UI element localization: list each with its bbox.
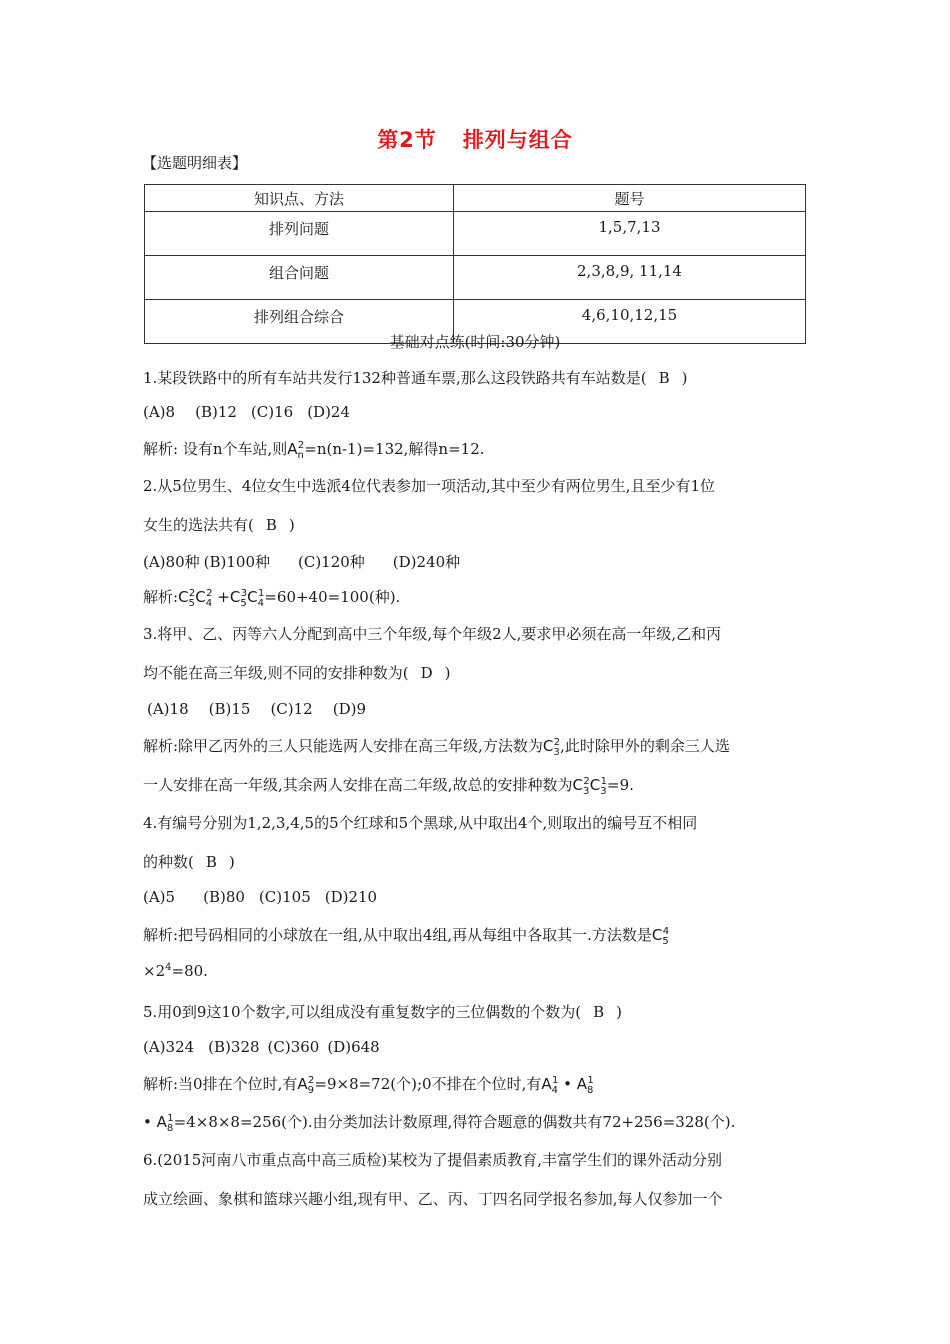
formula: $A_9^2$ [297, 1075, 315, 1096]
option: (C)12 [270, 700, 313, 718]
option: (D)240种 [392, 553, 461, 571]
section-number: 第2节 [377, 128, 437, 152]
option: (C)360 [267, 1038, 320, 1056]
option: (B)328 [208, 1038, 260, 1056]
answer-q5: B [593, 1003, 605, 1021]
question-3-stem-line2: 均不能在高三年级,则不同的安排种数为( D ) [143, 664, 451, 682]
question-3-stem-line1: 3.将甲、乙、丙等六人分配到高中三个年级,每个年级2人,要求甲必须在高一年级,乙和丙 [143, 625, 722, 643]
question-4-options [143, 888, 377, 906]
question-2-solution: 解析$:C_5^2C_4^2 +C_5^3C_4^1=60+40=100$(种). [143, 588, 401, 609]
topic-table [144, 184, 806, 344]
option: (D)9 [332, 700, 367, 718]
formula: $C_3^2$ [542, 737, 561, 758]
answer-q4: B [205, 853, 217, 871]
option: (B)15 [208, 700, 251, 718]
question-3-options [147, 700, 366, 718]
formula: $C_3^2C_3^1$ [572, 776, 608, 797]
table-header-row [145, 185, 806, 212]
table-row [145, 212, 806, 256]
option: (D)648 [327, 1038, 380, 1056]
question-5-stem: 5.用0到9这10个数字,可以组成没有重复数字的三位偶数的个数为( B ) [143, 1003, 622, 1021]
option: (A)5 [143, 888, 176, 906]
option: (A)80种 [143, 553, 200, 571]
topic-cell: 排列问题 [145, 212, 454, 256]
formula: $A_4^1$ • $A_8^1$ [541, 1075, 594, 1096]
question-5-solution-line2: • $A_8^1=4\times 8\times 8=256$(个).由分类加法计数原理,得符合题意的偶数共有72+256=328(个). [143, 1113, 736, 1134]
question-4-solution-line1: 解析:把号码相同的小球放在一组,从中取出4组,再从每组中各取其一.方法数是$C_5^4$ [143, 926, 670, 947]
option: (D)210 [324, 888, 378, 906]
option: (A)8 [143, 403, 176, 421]
formula: $A_n^2$ [287, 440, 305, 461]
answer-q2: B [265, 516, 277, 534]
question-6-stem-line1: 6.(2015河南八市重点高中高三质检)某校为了提倡素质教育,丰富学生们的课外活动分别 [143, 1151, 722, 1169]
question-4-stem-line2: 的种数( B ) [143, 853, 235, 871]
option: (B)12 [195, 403, 237, 421]
question-5-solution-line1: 解析:当0排在个位时,有$A_9^2=9\times 8=72$(个);0不排在个位时,有$A_4^1$ • $A_8^1$ [143, 1075, 594, 1096]
option: (C)120种 [297, 553, 365, 571]
option: (B)80 [203, 888, 245, 906]
section-heading: 基础对点练(时间:30分钟) [389, 333, 561, 351]
section-name: 排列与组合 [462, 128, 573, 152]
question-5-options [143, 1038, 380, 1056]
formula: $C_5^4$ [651, 926, 670, 947]
question-2-options [143, 551, 460, 572]
table-caption: 【选题明细表】 [142, 154, 248, 172]
column-header-topic: 知识点、方法 [145, 185, 454, 212]
numbers-cell: 4,6,10,12,15 [454, 300, 806, 344]
question-1-stem: 1.某段铁路中的所有车站共发行132种普通车票,那么这段铁路共有车站数是( B ) [143, 369, 688, 387]
question-4-solution-line2: $\times 2^4=80$. [143, 962, 208, 980]
page-title [0, 124, 950, 154]
option: (C)16 [250, 403, 294, 421]
topic-cell: 排列组合综合 [145, 300, 454, 344]
numbers-cell: 2,3,8,9, 11,14 [454, 256, 806, 300]
option: (B)100种 [203, 553, 270, 571]
topic-cell: 组合问题 [145, 256, 454, 300]
question-1-solution: 解析: 设有n个车站,则$A_n^2=n(n-1)=132$,解得n=12. [143, 440, 485, 461]
question-3-solution-line2: 一人安排在高一年级,其余两人安排在高二年级,故总的安排种数为$C_3^2C_3^1=9$. [143, 776, 634, 797]
formula: • $A_8^1$ [143, 1113, 174, 1134]
numbers-cell: 1,5,7,13 [454, 212, 806, 256]
option: (A)324 [143, 1038, 195, 1056]
question-4-stem-line1: 4.有编号分别为1,2,3,4,5的5个红球和5个黑球,从中取出4个,则取出的编号互不相同 [143, 814, 698, 832]
question-2-stem-line2: 女生的选法共有( B ) [143, 516, 295, 534]
answer-q1: B [658, 369, 670, 387]
column-header-numbers: 题号 [454, 185, 806, 212]
answer-q3: D [420, 664, 433, 682]
question-3-solution-line1: 解析:除甲乙丙外的三人只能选两人安排在高三年级,方法数为$C_3^2$,此时除甲外的剩余三人选 [143, 737, 730, 758]
formula: $C_5^2C_4^2 +C_5^3C_4^1$ [178, 588, 265, 609]
question-2-stem-line1: 2.从5位男生、4位女生中选派4位代表参加一项活动,其中至少有两位男生,且至少有1位 [143, 477, 716, 495]
option: (C)105 [258, 888, 311, 906]
table-row [145, 256, 806, 300]
question-1-options [143, 403, 350, 421]
question-6-stem-line2: 成立绘画、象棋和篮球兴趣小组,现有甲、乙、丙、丁四名同学报名参加,每人仅参加一个 [143, 1190, 723, 1208]
option: (A)18 [147, 700, 189, 718]
option: (D)24 [307, 403, 351, 421]
